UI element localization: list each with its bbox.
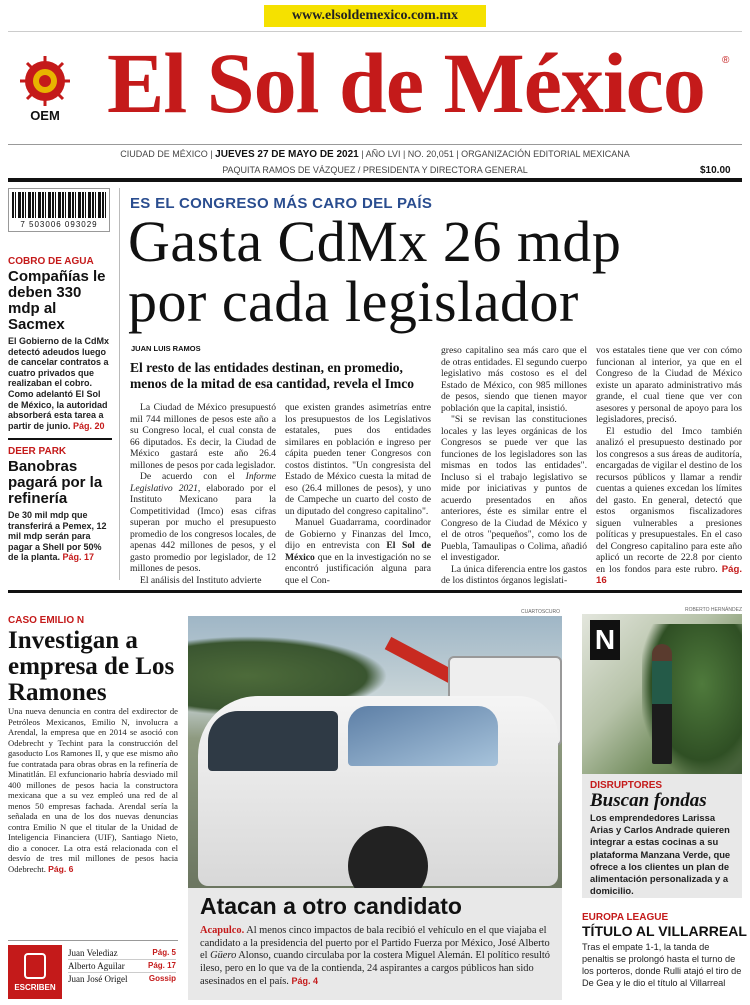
escriben-box (8, 940, 178, 1000)
escriben-page: Pág. 5 (152, 948, 176, 957)
cobro-page[interactable]: Pág. 20 (73, 420, 105, 431)
dateline-rule-bottom (8, 178, 742, 182)
windshield (348, 706, 498, 766)
cobro-box[interactable] (8, 256, 112, 431)
escriben-row[interactable] (68, 960, 176, 973)
disruptores-photo (582, 614, 742, 774)
col1-p2-it: Informe Legislativo 2021 (130, 471, 276, 494)
oem-text: OEM (30, 108, 60, 123)
cobro-body-text: El Gobierno de la CdMx detectó adeudos luego de cancelar contratos a cuatro privados que realizaban el cobro. Como adelantó (8, 336, 110, 399)
oem-logo (18, 54, 72, 124)
car-caption-alias: Güero (210, 950, 237, 962)
escriben-row[interactable] (68, 947, 176, 960)
escriben-row[interactable] (68, 973, 176, 985)
europa-kicker: EUROPA LEAGUE (582, 912, 669, 923)
masthead-url[interactable]: www.elsoldemexico.com.mx (264, 5, 486, 27)
dateline-date: JUEVES 27 DE MAYO DE 2021 (215, 149, 359, 160)
barcode-bars (12, 192, 106, 218)
dateline-year: AÑO LVI (365, 149, 401, 159)
europa-headline[interactable]: TÍTULO AL VILLARREAL (582, 923, 747, 939)
col3-para-3: La única diferencia entre los gastos de los distintos órganos legislati- (441, 563, 587, 586)
side-window (208, 711, 338, 771)
cobro-body-text2: , la autoridad absorberá esta tarea a partir de junio. (8, 399, 108, 431)
col1-para-1: La Ciudad de México presupuestó mil 744 millones de pesos este año a su Congreso local, el cual consta de 66 diputados. Es decir, la Ciudad de México gastará este año 26.4 millones de pesos por cada legislador. (130, 402, 276, 471)
main-headline-2[interactable]: por cada legislador (128, 269, 579, 334)
pen-icon (24, 953, 46, 979)
car-caption-place: Acapulco. (200, 925, 245, 936)
col3-para-2: "Si se revisan las constituciones locales y las leyes orgánicas de los Congresos se puede ver que las funciones de los legisladores son las mismas en todos las entidades". Incluso si el trabajo legislativo se mide por iniciativas y puntos de acuerdo presentados en años anteriores, éste es similar entre el Congreso de la Ciudad de México y el de otros "pequeños", como los de Puebla, Tamaulipas o Colima, añadió el investigador. (441, 414, 587, 563)
col4-para-1: vos estatales tiene que ver con cómo funcionan al interior, ya que en el Congreso de la Ciudad de México existe un aparato administrativo más grande, el cual tiene que ver con asesores y personal de apoyo para los legisladores, precisó. (596, 345, 742, 425)
emilio-body (8, 706, 178, 932)
cobro-pub: El Sol de México (8, 388, 101, 410)
main-col-1 (130, 402, 276, 586)
disruptores-kicker: DISRUPTORES (590, 780, 663, 791)
main-deck-2: menos de la mitad de esa cantidad, revela el Imco (130, 376, 414, 391)
car-caption (200, 925, 555, 989)
car-caption-page[interactable]: Pág. 4 (291, 976, 318, 987)
col3-para-1: greso capitalino sea más caro que el de otras entidades. El segundo cuerpo legislativo más costoso es el del Estado de México, con 985 millones de pesos, siendo que tienen mayor población que la capital, insistió. (441, 345, 587, 414)
escriben-name: Alberto Aguilar (68, 961, 125, 971)
europa-body: Tras el empate 1-1, la tanda de penaltis se prolongó hasta el turno de los porteros, donde Rulli atajó el tiro de De Gea y le dio el título al Villarreal (582, 942, 742, 988)
emilio-page[interactable]: Pág. 6 (48, 863, 74, 874)
col1-para-2 (130, 471, 276, 575)
emilio-body-text: Una nueva denuncia en contra del exdirector de Petróleos Mexicanos, Emilio N, involucra a Arendal, la empresa que en 2014 se asoció con Odebrecht y Techint para la construcción del gasoducto Los Ramones II, y que ese mismo año fue contratada para obras obras en la refinería de Minatitlán. El exfuncionario habría desviado mil 400 millones de pesos hacia la constructora mexicana que a su vez empleó una red de al menos 50 empresas fachada. Arendal sería la señalada en una de los dos nuevas denuncias contra Emilio N que el titular de la Unidad de Inteligencia Financiera (UIF), Santiago Nieto, dio a conocer. La otra está relacionada con el desvío de tres mil millones de pesos hacia Odebrecht. (8, 706, 178, 874)
main-headline-1[interactable]: Gasta CdMx 26 mdp (128, 209, 622, 274)
col4-p2-text: El estudio del Imco también analizó el presupuesto destinado por los congresos a sus áreas de auditoría, encargadas de vigilar el destino de los recursos públicos y llamar a rendir cuentas a quienes excedan los límites del gasto. En general, detectó que estos organismos fiscalizadores siguen vulnerables a presiones políticas y presupuestales. En el caso del Congreso capitalino para este año aplicó un recorte de 22.8 por ciento en los fondos para este rubro. (596, 425, 742, 575)
main-author: JUAN LUIS RAMOS (131, 344, 201, 353)
disruptores-headline[interactable]: Buscan fondas (590, 790, 707, 811)
section-rule (8, 590, 742, 593)
col2-p2-b: que en la investigación no se encontró justificación alguna para que el Con- (285, 551, 431, 586)
masthead-title[interactable]: El Sol de México (107, 35, 705, 131)
escriben-name: Juan Velediaz (68, 948, 118, 958)
col4-page[interactable]: Pág. 16 (596, 563, 742, 586)
escriben-logo (8, 945, 62, 999)
escriben-rows (68, 947, 176, 985)
deer-body (8, 510, 112, 563)
main-deck (130, 360, 430, 392)
barcode-number: 7 503006 093029 (20, 220, 98, 229)
dateline-city: CIUDAD DE MÉXICO (120, 149, 208, 159)
deer-headline[interactable]: Banobras pagará por la refinería (8, 458, 103, 507)
col1-p2-a: De acuerdo con el (140, 471, 246, 482)
escriben-name: Juan José Origel (68, 974, 128, 984)
cobro-kicker: COBRO DE AGUA (8, 256, 94, 267)
dateline-number: NO. 20,051 (407, 149, 454, 159)
cobro-body (8, 336, 112, 431)
car-photo (188, 616, 562, 888)
main-kicker: ES EL CONGRESO MÁS CARO DEL PAÍS (130, 195, 433, 212)
car-caption-text2: Alonso, cuando circulaba por la costera Miguel Alemán. El político resultó ileso, pero en lo que va de la contienda, 24 aspirantes a cargos públicos han sido asesinados en el país. (200, 950, 550, 988)
disruptores-body: Los emprendedores Larissa Arias y Carlos Andrade quieren integrar a estas cocinas a su plataforma Manzana Verde, que ofrece a los clientes un plan de alimentación personalizada y a domicilio. (590, 812, 731, 897)
col2-pub: El Sol de México (285, 540, 431, 563)
dateline-org: ORGANIZACIÓN EDITORIAL MEXICANA (461, 149, 630, 159)
director-line: PAQUITA RAMOS DE VÁZQUEZ / PRESIDENTA Y DIRECTORA GENERAL (222, 165, 528, 175)
cobro-headline[interactable]: Compañías le deben 330 mdp al Sacmex (8, 268, 106, 333)
dateline-rule-top (8, 144, 742, 145)
escriben-page: Gossip (148, 974, 176, 983)
n-logo: N (590, 620, 620, 660)
escriben-label: ESCRIBEN (14, 983, 56, 992)
sidebar-divider (8, 438, 112, 440)
main-vertical-rule (119, 188, 120, 580)
dateline: CIUDAD DE MÉXICO | JUEVES 27 DE MAYO DE 2021 | AÑO LVI | NO. 20,051 | ORGANIZACIÓN EDITORIAL MEXICANA (120, 149, 630, 160)
main-deck-1: El resto de las entidades destinan, en promedio, (130, 360, 403, 375)
col1-para-3: El análisis del Instituto advierte (140, 574, 262, 586)
registered-mark: ® (722, 55, 730, 66)
main-col-4 (596, 345, 742, 586)
col4-para-2 (596, 426, 742, 587)
deer-kicker: DEER PARK (8, 446, 67, 457)
col1-p2-b: , elaborado por el Instituto Mexicano para la Competitividad (Imco) esas cifras superan por mucho el presupuesto promedio de los congresos locales, de apenas 442 millones de pesos, y el gasto promedio por legislador, de 12 millones de pesos. (130, 482, 276, 574)
car-headline[interactable]: Atacan a otro candidato (200, 893, 462, 919)
deer-body-text: De 30 mil mdp que transferirá a Pemex, 12 mil mdp serán para pagar a Shell por 50% de la planta. (8, 510, 107, 563)
car-caption-text: Al menos cinco impactos de bala recibió el vehículo en el que viajaba el candidato a la presidencia del puerto por el Partido Fuerza por México, José Alberto el (200, 925, 550, 962)
person-figure (652, 644, 672, 764)
deer-box[interactable] (8, 446, 112, 563)
main-col-3 (441, 345, 587, 586)
photo-credit: CUARTOSCURO (521, 609, 560, 615)
col2-para-1: que existen grandes asimetrías entre los presupuestos de los Legislativos estatales, pues dos entidades similares en población e ingreso per cápita pueden tener Congresos con costos distintos. "Un congresista del Estado de México cuesta la mitad de eso (26.4 millones de pesos), y uno de Campeche un cuarto del costo de un diputado del congreso capitalino". (285, 402, 431, 517)
price: $10.00 (700, 165, 731, 176)
main-col-2 (285, 402, 431, 586)
emilio-kicker: CASO EMILIO N (8, 615, 85, 626)
escriben-page: Pág. 17 (147, 961, 176, 970)
disruptores-credit: ROBERTO HERNÁNDEZ (684, 607, 742, 613)
barcode (8, 188, 110, 232)
col2-para-2 (285, 517, 431, 586)
col2-p2-a: Manuel Guadarrama, coordinador de Gobierno y Finanzas del Imco, dijo en entrevista con (285, 517, 431, 551)
deer-page[interactable]: Pág. 17 (62, 552, 95, 563)
emilio-headline[interactable]: Investigan a empresa de Los Ramones (8, 627, 175, 706)
